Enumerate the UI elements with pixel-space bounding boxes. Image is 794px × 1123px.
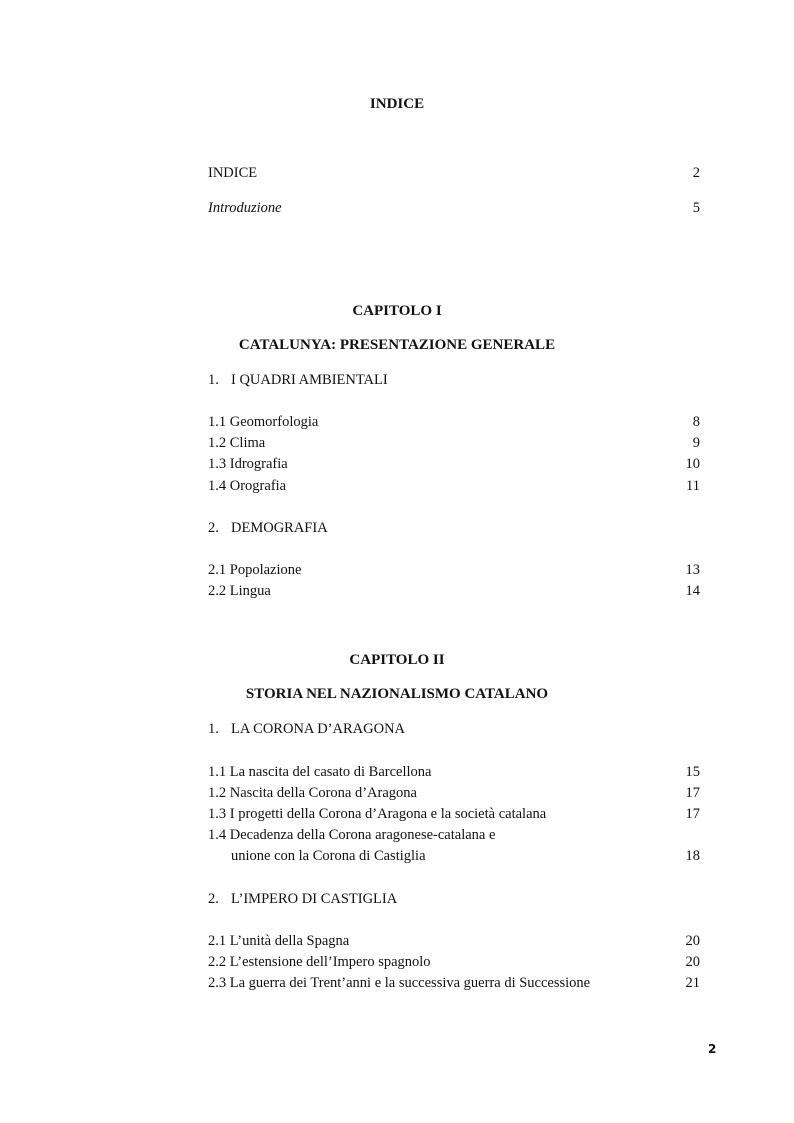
toc-entry xyxy=(208,806,700,826)
toc-entry-page: 15 xyxy=(685,764,700,780)
page-title: INDICE xyxy=(369,96,425,112)
chapter-label: CAPITOLO II xyxy=(349,652,445,668)
toc-entry-label: 1.3 I progetti della Corona d’Aragona e la società catalana xyxy=(208,806,547,822)
toc-entry-label: 1.2 Nascita della Corona d’Aragona xyxy=(208,785,417,801)
section-title: LA CORONA D’ARAGONA xyxy=(231,721,406,737)
toc-entry xyxy=(208,764,700,784)
toc-entry-page: 13 xyxy=(685,562,700,578)
toc-entry-page: 21 xyxy=(685,975,700,991)
toc-entry-label: 1.2 Clima xyxy=(208,435,266,451)
toc-entry xyxy=(208,954,700,974)
section-title: I QUADRI AMBIENTALI xyxy=(231,372,388,388)
section-title: L’IMPERO DI CASTIGLIA xyxy=(231,891,398,907)
toc-entry xyxy=(208,933,700,953)
toc-entry xyxy=(208,200,700,220)
toc-entry xyxy=(208,975,700,995)
toc-entry-page: 20 xyxy=(685,933,700,949)
chapter-label: CAPITOLO I xyxy=(352,303,442,319)
toc-entry-label: 2.2 L’estensione dell’Impero spagnolo xyxy=(208,954,431,970)
section-heading xyxy=(208,520,328,537)
toc-entry xyxy=(208,435,700,455)
toc-entry-page: 17 xyxy=(685,806,700,822)
toc-entry-page: 2 xyxy=(692,165,700,181)
section-heading xyxy=(208,891,397,908)
toc-entry-label-continued: unione con la Corona di Castiglia xyxy=(231,848,426,864)
toc-entry xyxy=(208,414,700,434)
toc-entry-label: 2.2 Lingua xyxy=(208,583,271,599)
toc-entry-page: 9 xyxy=(692,435,700,451)
section-number: 2. xyxy=(208,520,219,536)
toc-entry-label: INDICE xyxy=(208,165,258,181)
section-number: 1. xyxy=(208,721,219,737)
toc-entry-page: 17 xyxy=(685,785,700,801)
toc-entry-page: 20 xyxy=(685,954,700,970)
toc-entry-label: 2.1 L’unità della Spagna xyxy=(208,933,350,949)
toc-entry-page: 8 xyxy=(692,414,700,430)
toc-entry xyxy=(208,785,700,805)
page-number: 2 xyxy=(708,1042,717,1056)
section-title: DEMOGRAFIA xyxy=(231,520,328,536)
section-heading xyxy=(208,721,405,738)
toc-entry xyxy=(208,165,700,185)
chapter-title: STORIA NEL NAZIONALISMO CATALANO xyxy=(245,686,549,702)
toc-entry xyxy=(208,827,700,847)
chapter-title: CATALUNYA: PRESENTAZIONE GENERALE xyxy=(238,337,556,353)
toc-entry-label: 1.4 Orografia xyxy=(208,478,287,494)
toc-entry-label: Introduzione xyxy=(208,200,282,216)
toc-entry xyxy=(208,562,700,582)
toc-entry xyxy=(208,456,700,476)
toc-entry-page: 11 xyxy=(686,478,700,494)
toc-entry-page: 14 xyxy=(685,583,700,599)
toc-entry-label: 1.4 Decadenza della Corona aragonese-catalana e xyxy=(208,827,496,843)
toc-entry xyxy=(208,478,700,498)
section-heading xyxy=(208,372,388,389)
toc-entry-label: 1.3 Idrografia xyxy=(208,456,288,472)
toc-entry-page: 18 xyxy=(685,848,700,864)
toc-entry xyxy=(208,848,700,868)
toc-entry-label: 1.1 La nascita del casato di Barcellona xyxy=(208,764,432,780)
toc-entry xyxy=(208,583,700,603)
toc-entry-label: 2.1 Popolazione xyxy=(208,562,302,578)
toc-entry-page: 10 xyxy=(685,456,700,472)
section-number: 1. xyxy=(208,372,219,388)
toc-entry-page: 5 xyxy=(692,200,700,216)
section-number: 2. xyxy=(208,891,219,907)
toc-entry-label: 2.3 La guerra dei Trent’anni e la successiva guerra di Successione xyxy=(208,975,591,991)
toc-entry-label: 1.1 Geomorfologia xyxy=(208,414,319,430)
